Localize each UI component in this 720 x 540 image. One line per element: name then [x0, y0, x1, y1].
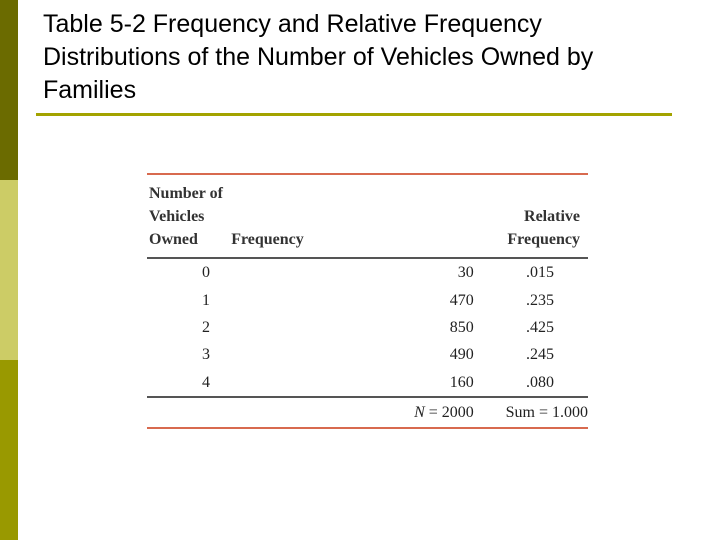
table-row [147, 341, 588, 368]
total-frequency [231, 397, 474, 428]
cell-frequency: 850 [449, 318, 474, 336]
title-divider [36, 113, 672, 116]
cell-relative-frequency: .015 [526, 264, 554, 282]
cell-vehicles: 3 [202, 346, 210, 364]
cell-relative-frequency: .080 [526, 373, 554, 391]
cell-frequency: 30 [457, 264, 474, 282]
cell-frequency: 160 [449, 373, 474, 391]
cell-relative-frequency: .245 [526, 346, 554, 364]
header-frequency [231, 174, 474, 258]
header-relative-line1: Relative [524, 208, 580, 225]
total-n-symbol: N [414, 403, 425, 421]
table-row [147, 286, 588, 313]
frequency-table [147, 173, 588, 429]
table-row [147, 314, 588, 341]
cell-vehicles: 0 [202, 264, 210, 282]
sidebar-stripe-olive [0, 360, 18, 540]
cell-frequency: 470 [449, 291, 474, 309]
header-relative-frequency [474, 174, 588, 258]
totals-empty-cell [147, 397, 231, 428]
cell-frequency: 490 [449, 346, 474, 364]
sidebar-stripe-dark [0, 0, 18, 180]
cell-vehicles: 2 [202, 318, 210, 336]
header-vehicles-line2: Vehicles Owned [149, 208, 205, 248]
totals-row [147, 397, 588, 428]
sidebar-stripe-light [0, 180, 18, 360]
table-row [147, 369, 588, 397]
total-n-value: = 2000 [428, 403, 474, 421]
cell-vehicles: 1 [202, 291, 210, 309]
slide-title: Table 5-2 Frequency and Relative Frequency Distributions of the Number of Vehicles Owned by Families [43, 10, 594, 104]
cell-vehicles: 4 [202, 373, 210, 391]
header-vehicles-line1: Number of [149, 185, 223, 202]
total-relative-sum: Sum = 1.000 [474, 397, 588, 428]
header-frequency-label: Frequency [231, 231, 304, 248]
header-vehicles-owned [147, 174, 231, 258]
cell-relative-frequency: .425 [526, 318, 554, 336]
header-relative-line2: Frequency [507, 231, 580, 248]
cell-relative-frequency: .235 [526, 291, 554, 309]
table-row [147, 258, 588, 286]
table-header-row [147, 174, 588, 258]
